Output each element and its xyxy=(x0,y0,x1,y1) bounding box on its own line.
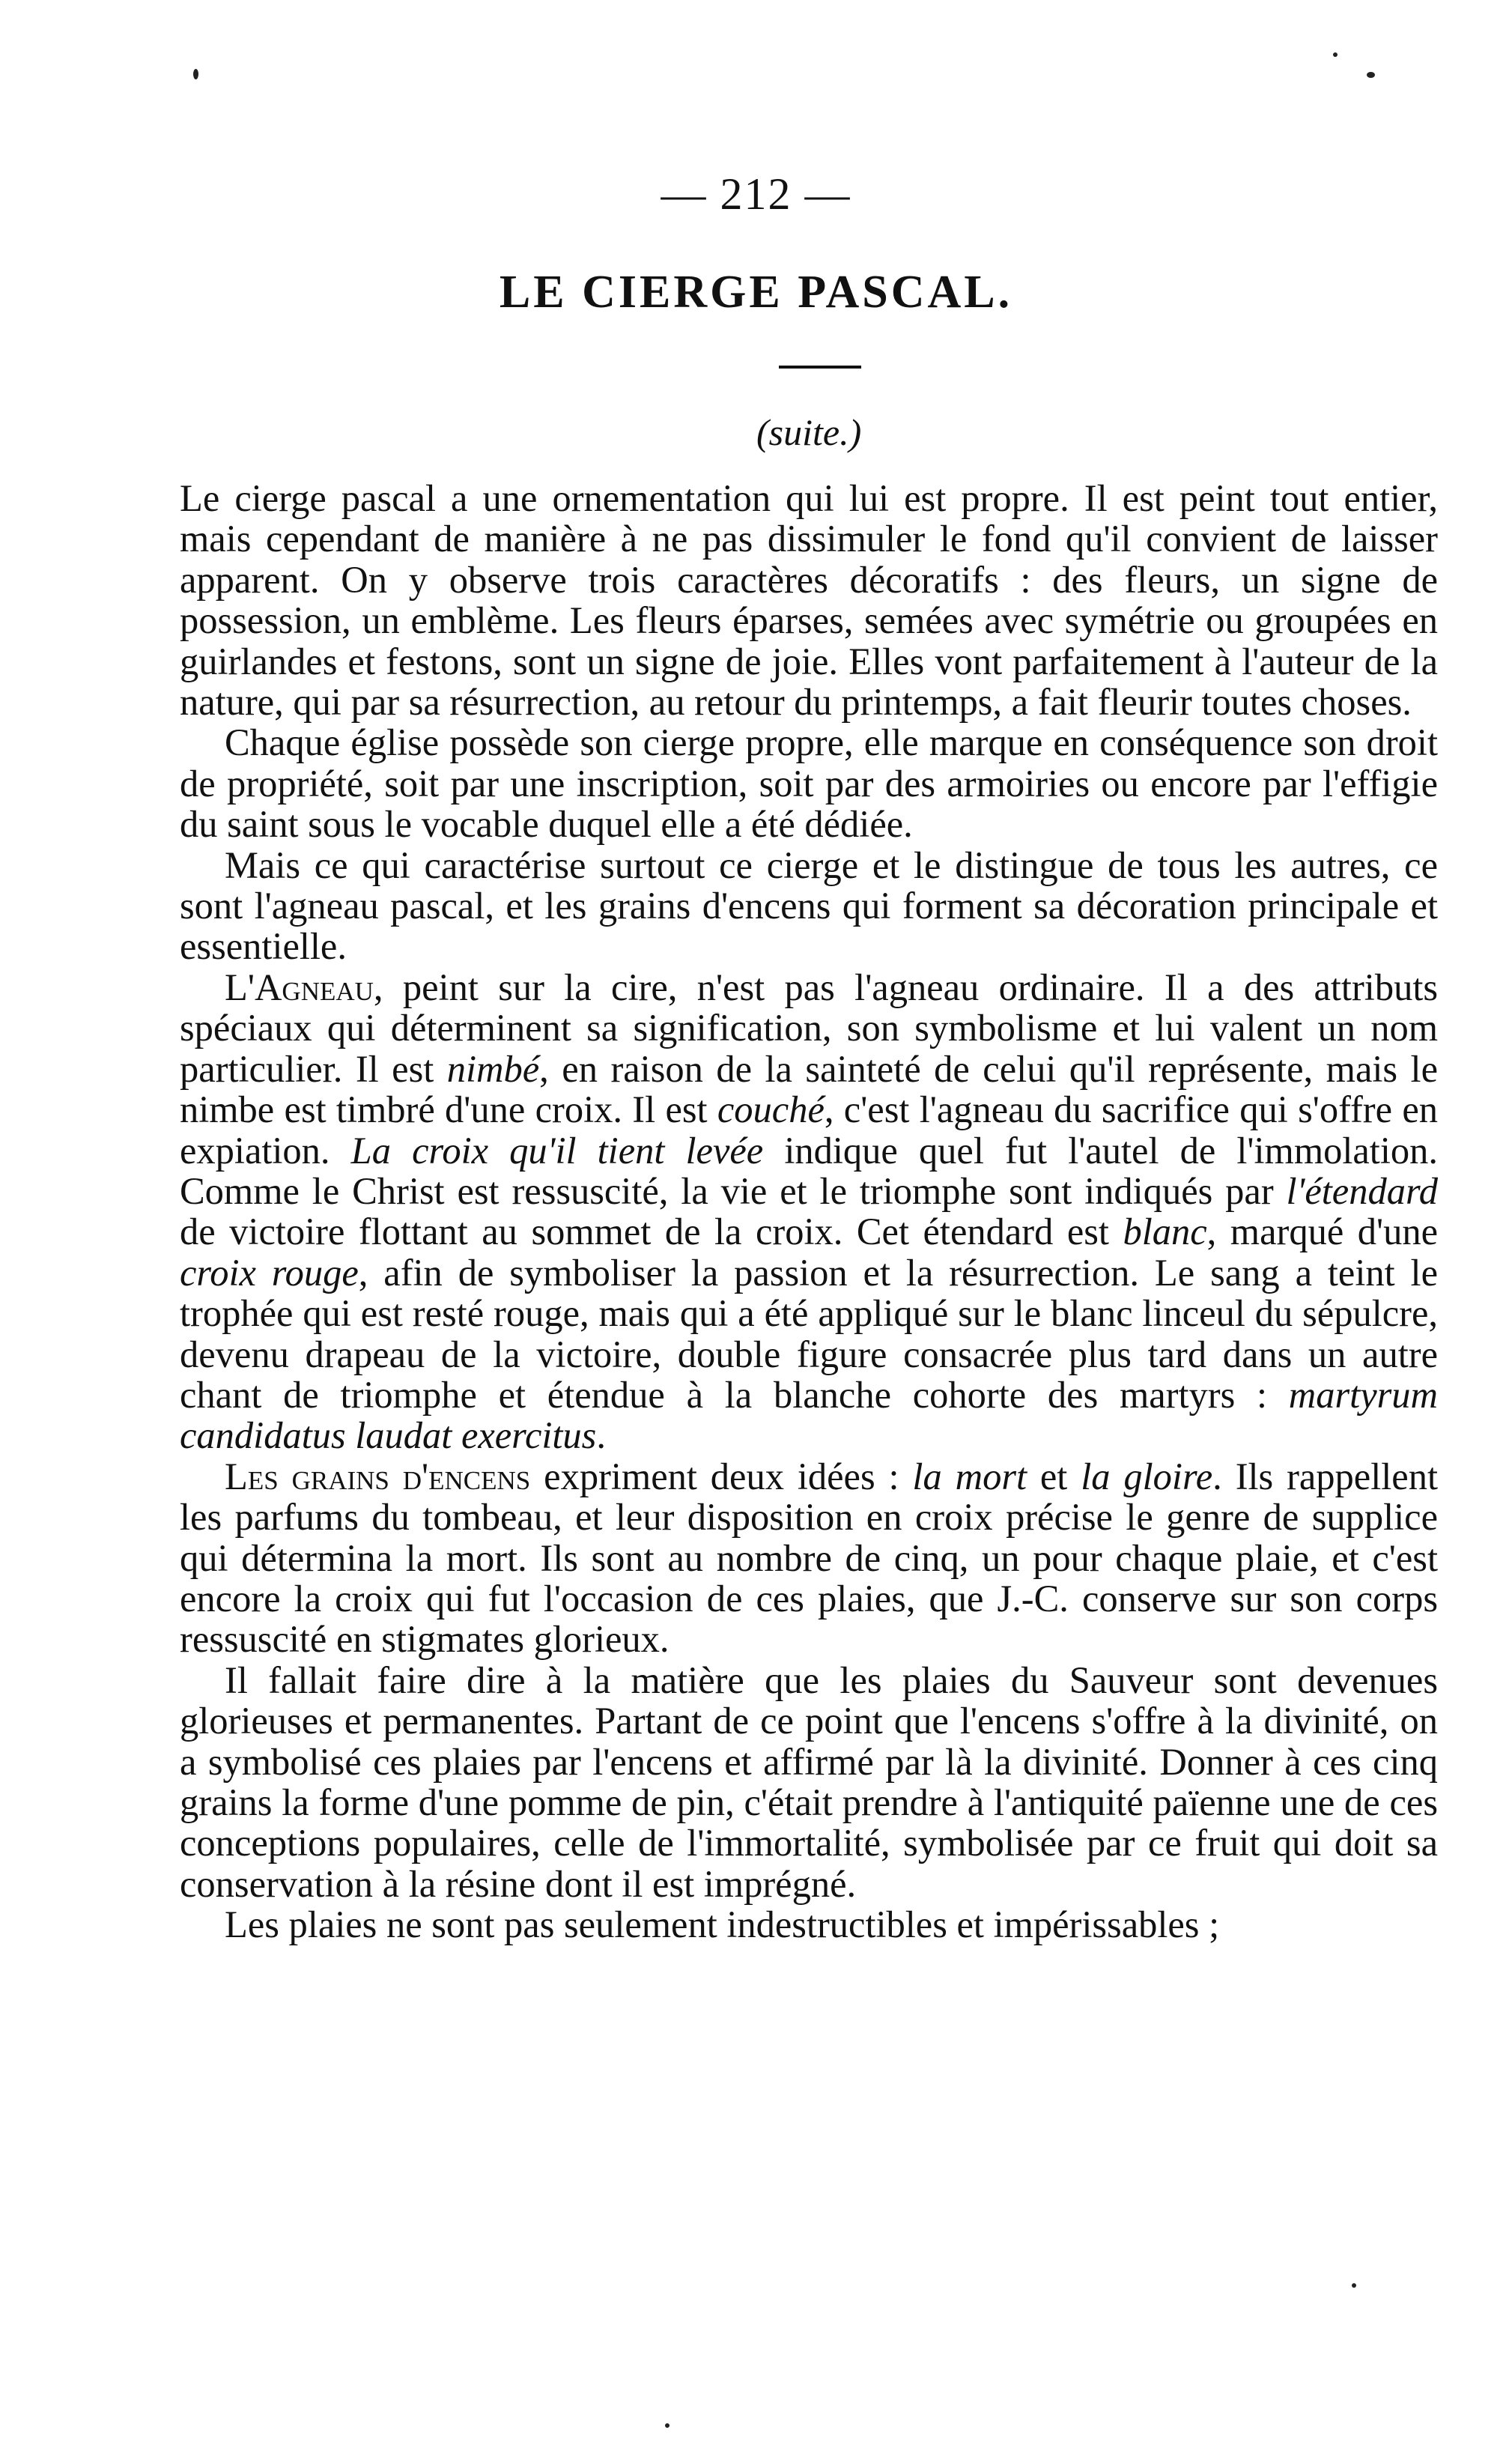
chapter-title: LE CIERGE PASCAL. xyxy=(499,267,1013,318)
agneau-blanc: blanc xyxy=(1123,1211,1207,1253)
paragraph-matiere: Il fallait faire dire à la matière que les plaies du Sauveur sont devenues glorieuses et permanentes. Partant de ce point que l'encens s'offre à la divinité, on a symbolisé ces plaies par l'encens et affirmé par là la divinité. Donner à ces cinq grains la forme d'une pomme de pin, c'était prendre à l'antiquité païenne une de ces conceptions populaires, celle de l'immortalité, symbolisée par ce fruit qui doit sa conservation à la résine dont il est imprégné. xyxy=(180,1658,1438,1905)
agneau-croix-rouge: croix rouge xyxy=(180,1251,359,1294)
grains-lead: Les grains d'encens xyxy=(225,1455,531,1497)
grains-gloire: la gloire xyxy=(1081,1455,1213,1497)
agneau-lead: L'Agneau xyxy=(225,966,374,1008)
grains-text-3: . Ils rappellent les parfums du tombeau, et leur disposition en croix précise le genre de supplice qui détermina la mort. Ils sont au nombre de cinq, un pour chaque plaie, et c'est encore la croix qui fut l'occasion de ces plaies, que J.-C. conserve sur son corps ressuscité en stigmates glorieux. xyxy=(180,1455,1438,1661)
scan-speck xyxy=(1367,72,1375,78)
scan-speck xyxy=(193,69,198,79)
agneau-latin: martyrum candidatus laudat exercitus xyxy=(180,1373,1438,1457)
agneau-text-7: , afin de symboliser la passion et la résurrection. Le sang a teint le trophée qui est resté rouge, mais qui a été appliqué sur le blanc linceul du sépulcre, devenu drapeau de la victoire, double figure consacrée plus tard dans un autre chant de triomphe et étendue à la blanche cohorte des martyrs : xyxy=(180,1251,1438,1416)
agneau-text-1: , peint sur la cire, n'est pas l'agneau ordinaire. Il a des attributs spéciaux qui déterminent sa signification, son symbolisme et lui valent un nom particulier. Il est xyxy=(180,966,1438,1090)
page-number: — 212 — xyxy=(661,169,851,219)
scan-speck xyxy=(1333,52,1338,57)
body-text xyxy=(180,478,1438,1945)
paragraph-plaies: Les plaies ne sont pas seulement indestructibles et impérissables ; xyxy=(225,1903,1220,1946)
agneau-couche: couché xyxy=(717,1088,825,1131)
agneau-text-6: , marqué d'une xyxy=(1206,1211,1438,1253)
agneau-text-8: . xyxy=(596,1414,606,1457)
paragraph-agneau xyxy=(180,967,1438,1456)
paragraph-ornementation: Le cierge pascal a une ornementation qui lui est propre. Il est peint tout entier, mais cependant de manière à ne pas dissimuler le fond qu'il convient de laisser apparent. On y observe trois caractères décoratifs : des fleurs, un signe de possession, un emblème. Les fleurs éparses, semées avec symétrie ou groupées en guirlandes et festons, sont un signe de joie. Elles vont parfaitement à l'auteur de la nature, qui par sa résurrection, au retour du printemps, a fait fleurir toutes choses. xyxy=(180,477,1438,724)
grains-text-2: et xyxy=(1027,1455,1081,1497)
title-rule xyxy=(779,366,861,369)
grains-text-1: expriment deux idées : xyxy=(530,1455,913,1497)
paragraph-caracterise: Mais ce qui caractérise surtout ce cierge et le distingue de tous les autres, ce sont l'agneau pascal, et les grains d'encens qui forment sa décoration principale et essentielle. xyxy=(180,843,1438,968)
agneau-nimbe: nimbé xyxy=(446,1047,540,1090)
agneau-text-5: de victoire flottant au sommet de la croix. Cet étendard est xyxy=(180,1211,1123,1253)
agneau-croix-levee: La croix qu'il tient levée xyxy=(350,1129,764,1172)
agneau-text-3: , c'est l'agneau du sacrifice qui s'offre en expiation. xyxy=(180,1088,1438,1172)
scan-speck xyxy=(665,2423,670,2428)
agneau-etendard: l'étendard xyxy=(1286,1169,1438,1212)
paragraph-propriete: Chaque église possède son cierge propre, elle marque en conséquence son droit de propriété, soit par une inscription, soit par des armoiries ou encore par l'effigie du saint sous le vocable duquel elle a été dédiée. xyxy=(180,721,1438,846)
agneau-text-4: indique quel fut l'autel de l'immolation. Comme le Christ est ressuscité, la vie et le triomphe sont indiqués par xyxy=(180,1129,1438,1212)
grains-mort: la mort xyxy=(912,1455,1027,1497)
paragraph-grains xyxy=(180,1456,1438,1660)
chapter-subtitle: (suite.) xyxy=(756,411,862,453)
agneau-text-2: , en raison de la sainteté de celui qu'il représente, mais le nimbe est timbré d'une croix. Il est xyxy=(180,1047,1438,1131)
scan-speck xyxy=(1352,2283,1356,2288)
